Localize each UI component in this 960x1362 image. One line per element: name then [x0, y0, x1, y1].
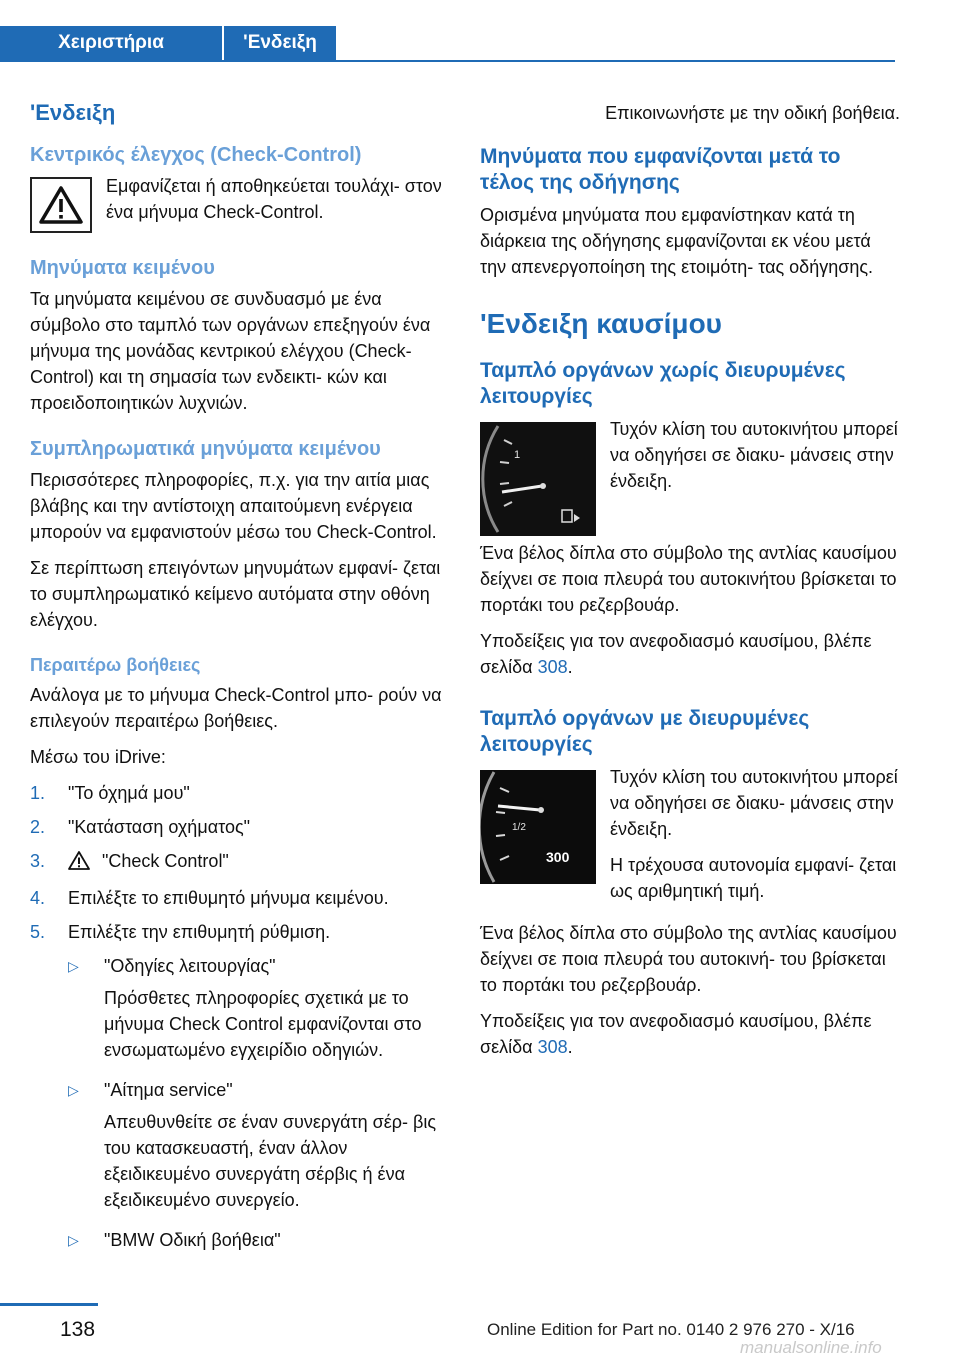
panel-basic-text — [610, 416, 900, 504]
panel-extended-paragraph-a: Τυχόν κλίση του αυτοκινήτου μπορεί να οδηγήσει σε διακυ‐ μάνσεις στην ένδειξη. — [610, 767, 898, 839]
step-text: "Check Control" — [102, 851, 229, 871]
panel-basic-paragraph-a: Τυχόν κλίση του αυτοκινήτου μπορεί να οδηγήσει σε διακυ‐ μάνσεις στην ένδειξη. — [610, 419, 898, 491]
check-control-block — [30, 173, 450, 235]
triangle-bullet-icon: ▷ — [68, 1082, 79, 1098]
panel-extended-text — [610, 764, 900, 914]
extra-messages-paragraph-2: Σε περίπτωση επειγόντων μηνυμάτων εμφανί‐ ζεται το συμπληρωματικό κείμενο αυτόματα στην οθόνη ελέγχου. — [30, 558, 441, 630]
range-value: 300 — [546, 849, 570, 865]
list-item — [68, 1077, 450, 1213]
check-control-text: Εμφανίζεται ή αποθηκεύεται τουλάχι‐ στον ένα μήνυμα Check-Control. — [106, 176, 442, 222]
panel-basic-reference — [480, 628, 900, 680]
list-item — [68, 1227, 450, 1253]
option-title: "BMW Οδική βοήθεια" — [104, 1230, 281, 1250]
heading-text-messages: Μηνύματα κειμένου — [30, 257, 215, 279]
heading-extra-messages: Συμπληρωματικά μηνύματα κειμένου — [30, 438, 381, 460]
heading-further-help: Περαιτέρω βοήθειες — [30, 655, 201, 675]
panel-basic-paragraph-b: Ένα βέλος δίπλα στο σύμβολο της αντλίας καυσίμου δείχνει σε ποια πλευρά του αυτοκινήτου βρίσκεται το πορτάκι του ρεζερβουάρ. — [480, 543, 897, 615]
tab-display[interactable]: 'Ενδειξη — [224, 26, 336, 60]
page-reference-link[interactable]: 308 — [537, 657, 568, 677]
panel-extended-block — [480, 764, 900, 914]
fuel-gauge-extended-image — [480, 770, 596, 884]
header-divider — [0, 60, 895, 62]
steps-list — [30, 780, 450, 945]
list-item — [68, 953, 450, 1063]
list-item — [30, 780, 450, 806]
reference-text: Υποδείξεις για τον ανεφοδιασμό καυσίμου, βλέπε σελίδα — [480, 631, 872, 677]
watermark: manualsonline.info — [740, 1338, 882, 1357]
heading-check-control: Κεντρικός έλεγχος (Check-Control) — [30, 144, 362, 166]
setting-options-list — [68, 953, 450, 1253]
list-item — [30, 885, 450, 911]
option-title: "Αίτημα service" — [104, 1080, 233, 1100]
contact-line: Επικοινωνήστε με την οδική βοήθεια. — [605, 103, 900, 123]
warning-triangle-icon — [68, 851, 90, 877]
gauge-half-label: 1/2 — [512, 822, 526, 833]
reference-period: . — [567, 657, 573, 677]
triangle-bullet-icon: ▷ — [68, 958, 79, 974]
left-column — [30, 100, 450, 1267]
triangle-bullet-icon: ▷ — [68, 1232, 79, 1248]
text-messages-paragraph: Τα μηνύματα κειμένου σε συνδυασμό με ένα σύμβολο στο ταμπλό των οργάνων επεξηγούν ένα μήνυμα της μονάδας κεντρικού ελέγχου (Check-Control) και τη σημασία των ενδεικτι‐ κών και προειδοποιητικών λυχνιών. — [30, 289, 431, 413]
step-text: Επιλέξτε την επιθυμητή ρύθμιση. — [68, 922, 331, 942]
option-description: Πρόσθετες πληροφορίες σχετικά με το μήνυμα Check Control εμφανίζονται στο ενσωματωμένο εγχειρίδιο οδηγιών. — [104, 988, 422, 1060]
edition-text: Online Edition for Part no. 0140 2 976 270 - X/16 — [487, 1320, 855, 1339]
step-number: 2. — [30, 817, 46, 837]
step-text: Επιλέξτε το επιθυμητό μήνυμα κειμένου. — [68, 888, 389, 908]
heading-panel-extended: Ταμπλό οργάνων με διευρυμένες λειτουργίες — [480, 707, 810, 756]
panel-extended-paragraph-b: Η τρέχουσα αυτονομία εμφανί‐ ζεται ως αριθμητική τιμή. — [610, 855, 897, 901]
reference-text: Υποδείξεις για τον ανεφοδιασμό καυσίμου, βλέπε σελίδα — [480, 1011, 872, 1057]
option-title: "Οδηγίες λειτουργίας" — [104, 956, 276, 976]
list-item — [30, 919, 450, 945]
heading-after-driving: Μηνύματα που εμφανίζονται μετά το τέλος της οδήγησης — [480, 145, 841, 194]
reference-period: . — [567, 1037, 573, 1057]
panel-extended-reference — [480, 1008, 900, 1060]
footer-divider — [0, 1303, 98, 1306]
page-number: 138 — [60, 1318, 96, 1341]
step-text: "Κατάσταση οχήματος" — [68, 817, 251, 837]
heading-fuel-gauge: 'Ενδειξη καυσίμου — [480, 308, 722, 339]
step-number: 5. — [30, 922, 46, 942]
after-driving-paragraph: Ορισμένα μηνύματα που εμφανίστηκαν κατά τη διάρκεια της οδήγησης εμφανίζονται εκ νέου μετά την απενεργοποίηση της ετοιμότη‐ τας οδήγησης. — [480, 205, 874, 277]
option-description: Απευθυνθείτε σε έναν συνεργάτη σέρ‐ βις του κατασκευαστή, έναν άλλον εξειδικευμένο συνεργάτη σέρβις ή ένα εξειδικευμένο συνεργείο. — [104, 1112, 437, 1210]
extra-messages-paragraph-1: Περισσότερες πληροφορίες, π.χ. για την αιτία μιας βλάβης και την αντίστοιχη απαιτούμενη ενέργεια μπορούν να εμφανιστούν μέσω του Check-Control. — [30, 470, 437, 542]
step-number: 4. — [30, 888, 46, 908]
further-help-paragraph: Ανάλογα με το μήνυμα Check-Control μπο‐ ρούν να επιλεγούν περαιτέρω βοήθειες. — [30, 685, 442, 731]
list-item — [30, 848, 450, 877]
via-idrive: Μέσω του iDrive: — [30, 747, 166, 767]
heading-panel-basic: Ταμπλό οργάνων χωρίς διευρυμένες λειτουργίες — [480, 359, 846, 408]
step-number: 1. — [30, 783, 46, 803]
step-text: "Το όχημά μου" — [68, 783, 190, 803]
step-number: 3. — [30, 851, 46, 871]
gauge-mark-label: 1 — [514, 449, 521, 461]
right-column — [480, 100, 900, 1070]
panel-extended-paragraph-c: Ένα βέλος δίπλα στο σύμβολο της αντλίας καυσίμου δείχνει σε ποια πλευρά του αυτοκινή‐ του βρίσκεται το πορτάκι του ρεζερβουάρ. — [480, 923, 897, 995]
page-reference-link[interactable]: 308 — [537, 1037, 568, 1057]
list-item — [30, 814, 450, 840]
panel-basic-block — [480, 416, 900, 536]
warning-triangle-icon — [30, 177, 92, 233]
tab-controls[interactable]: Χειριστήρια — [0, 26, 222, 60]
section-title: 'Ενδειξη — [30, 100, 116, 125]
fuel-gauge-image — [480, 422, 596, 536]
